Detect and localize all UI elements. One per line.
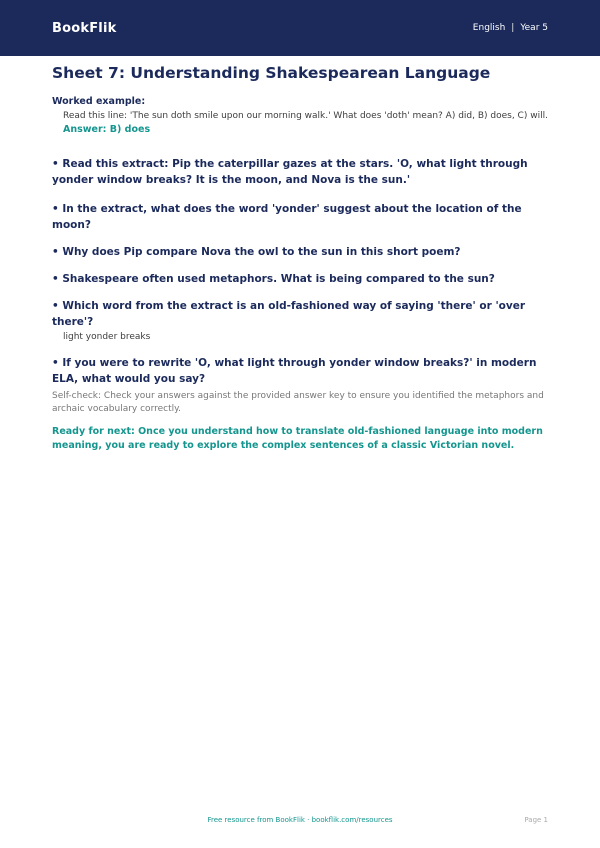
worksheet-body [52,64,552,453]
worked-example-answer: Answer: B) does [63,124,151,135]
question-3: • Why does Pip compare Nova the owl to the sun in this short poem? [52,246,461,258]
self-check-note: Self-check: Check your answers against the provided answer key to ensure you identified the metaphors and archaic vocabulary correctly. [52,391,544,414]
meta-separator: | [511,23,515,33]
page-number: Page 1 [524,816,548,824]
question-5-answer: light yonder breaks [63,332,151,342]
year-label: Year 5 [520,23,548,33]
page-footer [0,816,600,830]
footer-resource-link[interactable]: Free resource from BookFlik · bookflik.com/resources [207,816,393,824]
subject-label: English [472,23,506,33]
question-1: • Read this extract: Pip the caterpillar gazes at the stars. 'O, what light through yonder window breaks? It is the moon, and Nova is the sun.' [52,158,528,186]
question-2: • In the extract, what does the word 'yonder' suggest about the location of the moon? [52,203,522,231]
brand-logo-text: BookFlik [52,20,117,36]
subject-year-meta [473,23,548,33]
sheet-title: Sheet 7: Understanding Shakespearean Language [52,64,491,82]
page-header [0,0,600,56]
worked-example-label: Worked example: [52,96,146,107]
question-4: • Shakespeare often used metaphors. What is being compared to the sun? [52,273,495,285]
question-6: • If you were to rewrite 'O, what light through yonder window breaks?' in modern ELA, what would you say? [52,357,537,385]
question-5: • Which word from the extract is an old-fashioned way of saying 'there' or 'over there'? [52,300,526,328]
ready-for-next-note: Ready for next: Once you understand how to translate old-fashioned language into modern meaning, you are ready to explore the complex sentences of a classic Victorian novel. [52,426,543,451]
worked-example-text: Read this line: 'The sun doth smile upon our morning walk.' What does 'doth' mean? A) did, B) does, C) will. [63,111,548,121]
